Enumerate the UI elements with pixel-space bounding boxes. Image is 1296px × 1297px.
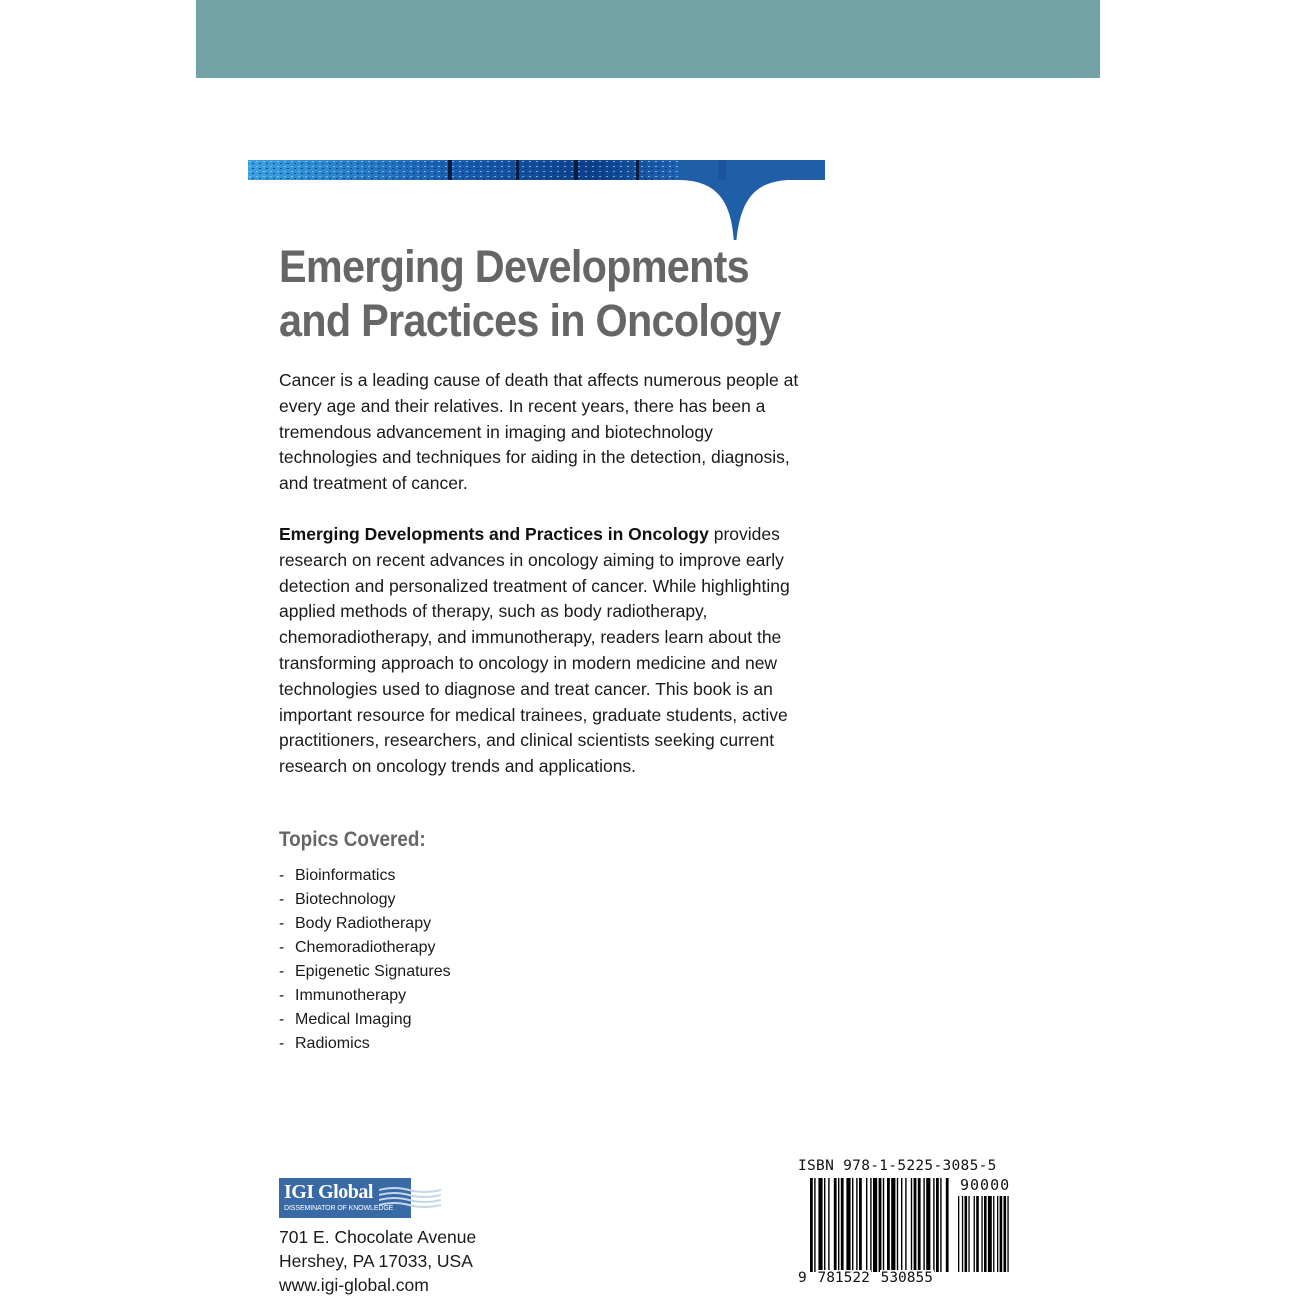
logo-tagline: DISSEMINATOR OF KNOWLEDGE (284, 1205, 394, 1212)
topic-bullet: - (279, 891, 285, 908)
publisher-logo (279, 1178, 441, 1218)
topic-item: - Radiomics (279, 1032, 451, 1056)
address-line-2: Hershey, PA 17033, USA (279, 1251, 473, 1271)
description-paragraph-1: Cancer is a leading cause of death that affects numerous people at every age and their relatives. In recent years, there has been a tremendous advancement in imaging and biotechnology technologies and techniques for aiding in the detection, diagnosis, and treatment of cancer. (279, 370, 799, 494)
top-color-band (196, 0, 1100, 78)
book-title-line-1: Emerging Developments (279, 241, 749, 292)
address-line-1: 701 E. Chocolate Avenue (279, 1227, 477, 1247)
ean-digits (797, 1270, 934, 1286)
publisher-website: www.igi-global.com (279, 1275, 429, 1295)
ean-group-1: 781522 (817, 1270, 870, 1286)
ean-first-digit: 9 (798, 1270, 807, 1286)
medical-image-strip (248, 160, 825, 240)
topic-bullet: - (279, 939, 285, 956)
topic-bullet: - (279, 867, 285, 884)
topic-bullet: - (279, 1011, 285, 1028)
topic-item: - Immunotherapy (279, 984, 451, 1008)
publisher-address (279, 1225, 476, 1297)
topics-heading: Topics Covered: (279, 828, 426, 851)
topics-list (279, 864, 451, 1056)
topic-bullet: - (279, 915, 285, 932)
price-code: 90000 (960, 1176, 1011, 1194)
topic-item: - Chemoradiotherapy (279, 936, 451, 960)
book-title-bold: Emerging Developments and Practices in Oncology (279, 524, 709, 544)
topic-item: - Epigenetic Signatures (279, 960, 451, 984)
topic-bullet: - (279, 987, 285, 1004)
topic-item: - Medical Imaging (279, 1008, 451, 1032)
topic-item: - Biotechnology (279, 888, 451, 912)
description-paragraph-2-text: provides research on recent advances in oncology aiming to improve early detection and personalized treatment of cancer. While highlighting applied methods of therapy, such as body radiotherapy, chemoradiotherapy, and immunotherapy, readers learn about the transforming approach to oncology in modern medicine and new technologies used to diagnose and treat cancer. This book is an important resource for medical trainees, graduate students, active practitioners, researchers, and clinical scientists seeking current research on oncology trends and applications. (279, 524, 790, 777)
topic-bullet: - (279, 963, 285, 980)
topic-item: - Body Radiotherapy (279, 912, 451, 936)
topic-item: - Bioinformatics (279, 864, 451, 888)
ean-group-2: 530855 (880, 1270, 933, 1286)
book-title (279, 240, 794, 348)
topic-bullet: - (279, 1035, 285, 1052)
isbn-label: ISBN 978-1-5225-3085-5 (798, 1158, 997, 1174)
book-title-line-2: and Practices in Oncology (279, 295, 781, 346)
description-paragraph-2 (279, 522, 799, 780)
logo-name: IGI Global (284, 1181, 373, 1203)
